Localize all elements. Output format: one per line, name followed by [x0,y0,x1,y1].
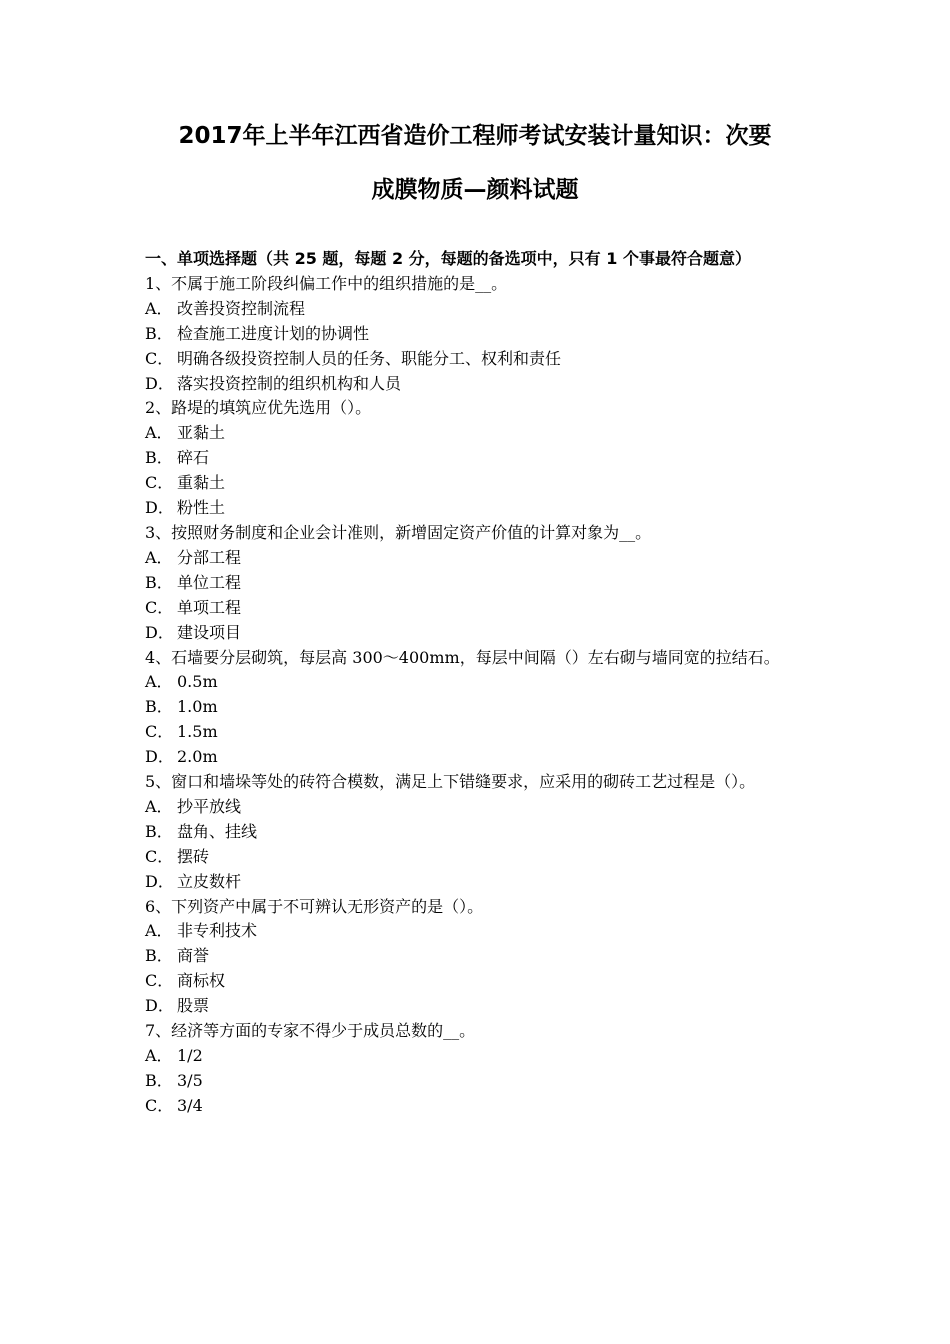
question-5 [145,770,810,895]
question-stem: 2、路堤的填筑应优先选用（）。 [145,398,372,418]
question-option [145,670,810,695]
option-text: 单位工程 [177,572,242,592]
option-letter: D． [145,871,174,891]
question-option [145,446,810,471]
option-text: 0.5m [177,672,218,692]
question-1 [145,272,810,397]
option-letter: C． [145,722,174,742]
option-text: 3/4 [177,1095,203,1115]
option-letter: A． [145,796,173,816]
question-option [145,944,810,969]
question-4 [145,646,810,771]
question-option [145,695,810,720]
question-stem: 4、石墙要分层砌筑，每层高 300～400mm，每层中间隔（）左右砌与墙同宽的拉结石。 [145,647,780,667]
option-letter: D． [145,622,174,642]
option-text: 股票 [177,996,210,1016]
question-option [145,1094,810,1119]
option-text: 改善投资控制流程 [177,298,306,318]
question-option [145,596,810,621]
option-text: 摆砖 [177,846,210,866]
section-heading: 一、单项选择题（共 25 题，每题 2 分，每题的备选项中，只有 1 个事最符合题意） [145,249,751,268]
option-letter: D． [145,498,174,518]
option-letter: B． [145,572,173,592]
option-letter: A． [145,1046,173,1065]
option-letter: B． [145,448,173,468]
option-letter: A． [145,547,173,567]
option-text: 粉性土 [177,498,226,518]
question-option [145,322,810,347]
option-text: 检查施工进度计划的协调性 [177,323,370,343]
option-letter: C． [145,473,174,493]
option-text: 3/5 [177,1070,203,1090]
question-stem: 1、不属于施工阶段纠偏工作中的组织措施的是__。 [145,273,508,293]
question-option [145,720,810,745]
question-list [145,272,810,1119]
document-body [145,247,810,1119]
question-option [145,347,810,372]
option-text: 重黏土 [177,473,226,493]
question-option [145,994,810,1019]
option-letter: C． [145,597,174,617]
question-stem: 7、经济等方面的专家不得少于成员总数的__。 [145,1021,476,1041]
question-option [145,496,810,521]
question-option [145,421,810,446]
question-stem: 3、按照财务制度和企业会计准则，新增固定资产价值的计算对象为__。 [145,522,652,542]
question-stem: 5、窗口和墙垛等处的砖符合模数，满足上下错缝要求，应采用的砌砖工艺过程是（）。 [145,772,756,792]
option-letter: A． [145,921,173,941]
question-option [145,845,810,870]
question-option [145,621,810,646]
option-letter: C． [145,846,174,866]
option-letter: B． [145,946,173,966]
option-text: 建设项目 [177,622,242,642]
option-letter: B． [145,821,173,841]
option-letter: D． [145,747,174,767]
option-text: 1.5m [177,722,218,742]
option-letter: A． [145,672,173,692]
document-title-line-1: 2017年上半年江西省造价工程师考试安装计量知识：次要 [178,123,772,149]
option-letter: B． [145,323,173,343]
question-6 [145,895,810,1020]
document-title-line-2: 成膜物质—颜料试题 [371,177,579,203]
option-text: 盘角、挂线 [177,821,258,841]
question-3 [145,521,810,646]
option-text: 商标权 [177,971,226,991]
question-option [145,919,810,944]
option-text: 单项工程 [177,597,242,617]
option-letter: B． [145,1070,173,1090]
question-7 [145,1019,810,1119]
option-text: 1/2 [177,1046,203,1065]
question-option [145,571,810,596]
question-option [145,471,810,496]
question-option [145,546,810,571]
option-text: 商誉 [177,946,210,966]
option-letter: D． [145,996,174,1016]
option-letter: B． [145,697,173,717]
question-option [145,1069,810,1094]
option-letter: C． [145,1095,174,1115]
option-letter: A． [145,423,173,443]
question-option [145,969,810,994]
option-text: 立皮数杆 [177,871,242,891]
option-text: 碎石 [177,448,210,468]
question-option [145,795,810,820]
option-text: 分部工程 [177,547,242,567]
question-option [145,745,810,770]
option-text: 非专利技术 [177,921,258,941]
option-text: 抄平放线 [177,796,242,816]
option-letter: C． [145,348,174,368]
question-stem: 6、下列资产中属于不可辨认无形资产的是（）。 [145,896,484,916]
option-text: 1.0m [177,697,218,717]
option-letter: C． [145,971,174,991]
option-text: 落实投资控制的组织机构和人员 [177,373,402,393]
option-text: 亚黏土 [177,423,226,443]
question-option [145,870,810,895]
option-text: 2.0m [177,747,218,767]
question-option [145,372,810,397]
option-text: 明确各级投资控制人员的任务、职能分工、权利和责任 [177,348,562,368]
option-letter: D． [145,373,174,393]
question-2 [145,396,810,521]
option-letter: A． [145,298,173,318]
question-option [145,1044,810,1069]
question-option [145,820,810,845]
question-option [145,297,810,322]
